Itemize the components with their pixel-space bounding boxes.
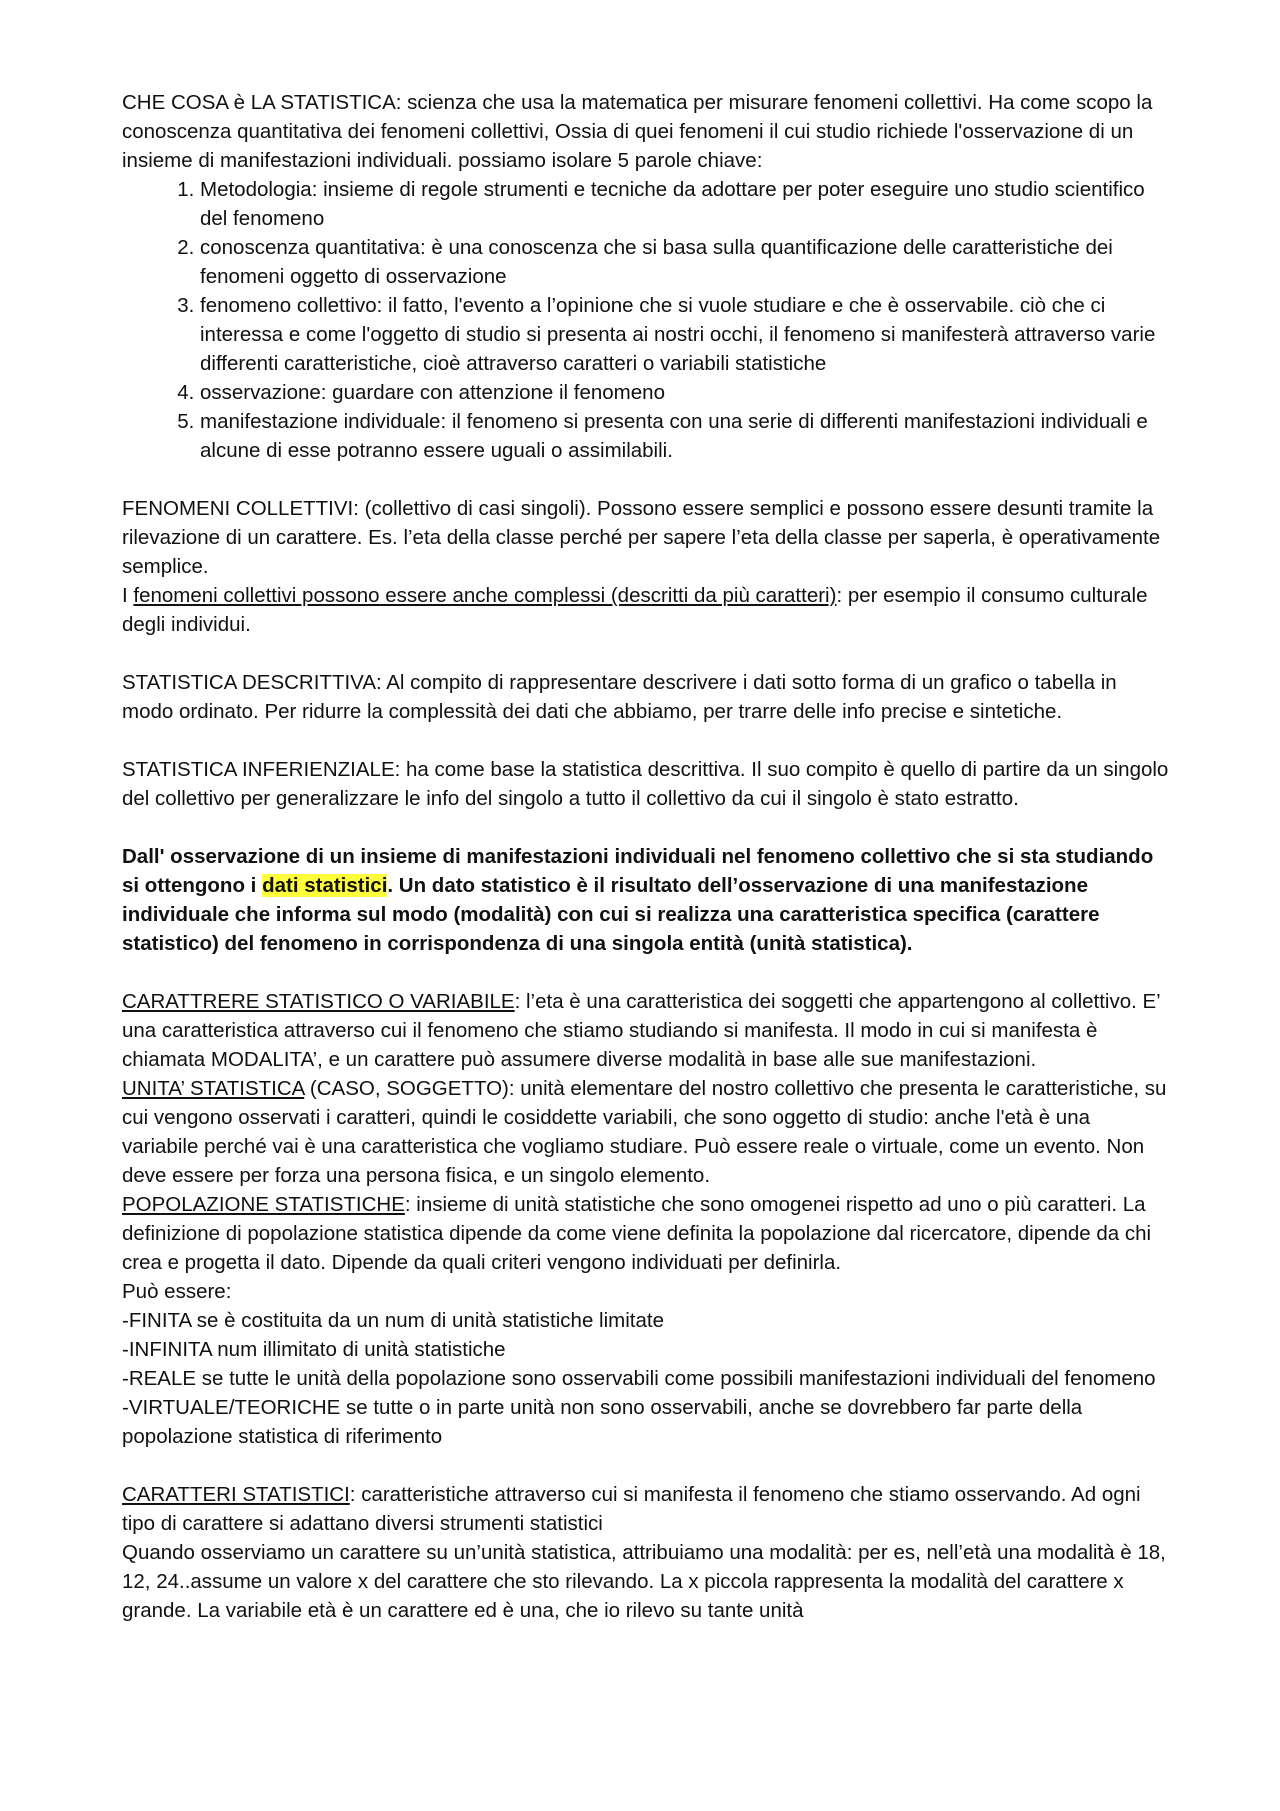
statistica-inferenziale-paragraph: STATISTICA INFERIENZIALE: ha come base la statistica descrittiva. Il suo compito è quello di partire da un singolo del collettivo per generalizzare le info del singolo a tutto il collettivo da cui il singolo è stato estratto.	[122, 758, 1169, 810]
popolazione-type-item: -FINITA se è costituita da un num di unità statistiche limitate	[122, 1309, 664, 1332]
statistica-descrittiva-paragraph: STATISTICA DESCRITTIVA: Al compito di rappresentare descrivere i dati sotto forma di un grafico o tabella in modo ordinato. Per ridurre la complessità dei dati che abbiamo, per trarre delle info precise e sintetiche.	[122, 671, 1117, 723]
unita-statistica-paragraph	[122, 1074, 1170, 1190]
caratteri-statistici-term: CARATTERI STATISTICI	[122, 1483, 350, 1506]
popolazione-term: POPOLAZIONE STATISTICHE	[122, 1193, 405, 1216]
keyword-item: 1. Metodologia: insieme di regole strumenti e tecniche da adottare per poter eseguire uno studio scientifico del fenomeno	[200, 175, 1170, 233]
carattere-statistico-paragraph	[122, 987, 1170, 1074]
dati-statistici-paragraph	[122, 842, 1170, 958]
keyword-item: 2. conoscenza quantitativa: è una conoscenza che si basa sulla quantificazione delle caratteristiche dei fenomeni oggetto di osservazione	[200, 233, 1170, 291]
unita-statistica-text: (CASO, SOGGETTO): unità elementare del nostro collettivo che presenta le caratteristiche, su cui vengono osservati i caratteri, quindi le cosiddette variabili, che sono oggetto di studio: anche l'età è una variabile perché vai è una caratteristica che vogliamo studiare. Può essere reale o virtuale, come un evento. Non deve essere per forza una persona fisica, e un singolo elemento.	[122, 1077, 1167, 1187]
dati-statistici-after: . Un dato statistico è il risultato dell’osservazione di una manifestazione individuale che informa sul modo (modalità) con cui si realizza una caratteristica specifica (carattere statistico) del fenomeno in corrispondenza di una singola entità (unità statistica).	[122, 874, 1100, 955]
intro-paragraph: CHE COSA è LA STATISTICA: scienza che usa la matematica per misurare fenomeni collettivi. Ha come scopo la conoscenza quantitativa dei fenomeni collettivi, Ossia di quei fenomeni il cui studio richiede l'osservazione di un insieme di manifestazioni individuali. possiamo isolare 5 parole chiave:	[122, 91, 1153, 172]
modalita-paragraph: Quando osserviamo un carattere su un’unità statistica, attribuiamo una modalità: per es, nell’età una modalità è 18, 12, 24..assume un valore x del carattere che sto rilevando. La x piccola rappresenta la modalità del carattere x grande. La variabile età è un carattere ed è una, che io rilevo su tante unità	[122, 1541, 1166, 1622]
carattere-statistico-text: : l’eta è una caratteristica dei soggetti che appartengono al collettivo. E’ una caratteristica attraverso cui il fenomeno che stiamo studiando si manifesta. Il modo in cui si manifesta è chiamata MODALITA’, e un carattere può assumere diverse modalità in base alle sue manifestazioni.	[122, 990, 1160, 1071]
dati-statistici-before: Dall' osservazione di un insieme di manifestazioni individuali nel fenomeno collettivo che si sta studiando si ottengono i	[122, 845, 1154, 897]
fenomeni-complessi-prefix: I	[122, 584, 134, 607]
popolazione-type-item: -INFINITA num illimitato di unità statistiche	[122, 1338, 506, 1361]
keyword-list	[122, 175, 1170, 465]
popolazione-paragraph	[122, 1190, 1170, 1277]
fenomeni-complessi-text: : per esempio il consumo culturale degli individui.	[122, 584, 1148, 636]
fenomeni-complessi-paragraph	[122, 581, 1170, 639]
keyword-item: 3. fenomeno collettivo: il fatto, l'evento a l’opinione che si vuole studiare e che è osservabile. ciò che ci interessa e come l'oggetto di studio si presenta ai nostri occhi, il fenomeno si manifesterà attraverso varie differenti caratteristiche, cioè attraverso caratteri o variabili statistiche	[200, 291, 1170, 378]
keyword-item: 5. manifestazione individuale: il fenomeno si presenta con una serie di differenti manifestazioni individuali e alcune di esse potranno essere uguali o assimilabili.	[200, 407, 1170, 465]
spacer	[122, 813, 1170, 842]
spacer	[122, 639, 1170, 668]
keyword-item: 4. osservazione: guardare con attenzione il fenomeno	[200, 378, 1170, 407]
fenomeni-collettivi-paragraph: FENOMENI COLLETTIVI: (collettivo di casi singoli). Possono essere semplici e possono essere desunti tramite la rilevazione di un carattere. Es. l’eta della classe perché per sapere l’eta della classe per saperla, è operativamente semplice.	[122, 497, 1161, 578]
popolazione-puo-essere: Può essere:	[122, 1280, 232, 1303]
caratteri-statistici-text: : caratteristiche attraverso cui si manifesta il fenomeno che stiamo osservando. Ad ogni tipo di carattere si adattano diversi strumenti statistici	[122, 1483, 1141, 1535]
spacer	[122, 1451, 1170, 1480]
popolazione-type-item: -REALE se tutte le unità della popolazione sono osservabili come possibili manifestazioni individuali del fenomeno	[122, 1367, 1156, 1390]
fenomeni-complessi-term: fenomeni collettivi possono essere anche complessi (descritti da più caratteri)	[133, 584, 837, 607]
unita-statistica-term: UNITA’ STATISTICA	[122, 1077, 305, 1100]
popolazione-type-item: -VIRTUALE/TEORICHE se tutte o in parte unità non sono osservabili, anche se dovrebbero far parte della popolazione statistica di riferimento	[122, 1396, 1083, 1448]
spacer	[122, 958, 1170, 987]
dati-statistici-highlight: dati statistici	[262, 874, 388, 897]
spacer	[122, 465, 1170, 494]
spacer	[122, 726, 1170, 755]
popolazione-text: : insieme di unità statistiche che sono omogenei rispetto ad uno o più caratteri. La definizione di popolazione statistica dipende da come viene definita la popolazione dal ricercatore, dipende da chi crea e progetta il dato. Dipende da quali criteri vengono individuati per definirla.	[122, 1193, 1152, 1274]
carattere-statistico-term: CARATTRERE STATISTICO O VARIABILE	[122, 990, 515, 1013]
caratteri-statistici-paragraph	[122, 1480, 1170, 1538]
